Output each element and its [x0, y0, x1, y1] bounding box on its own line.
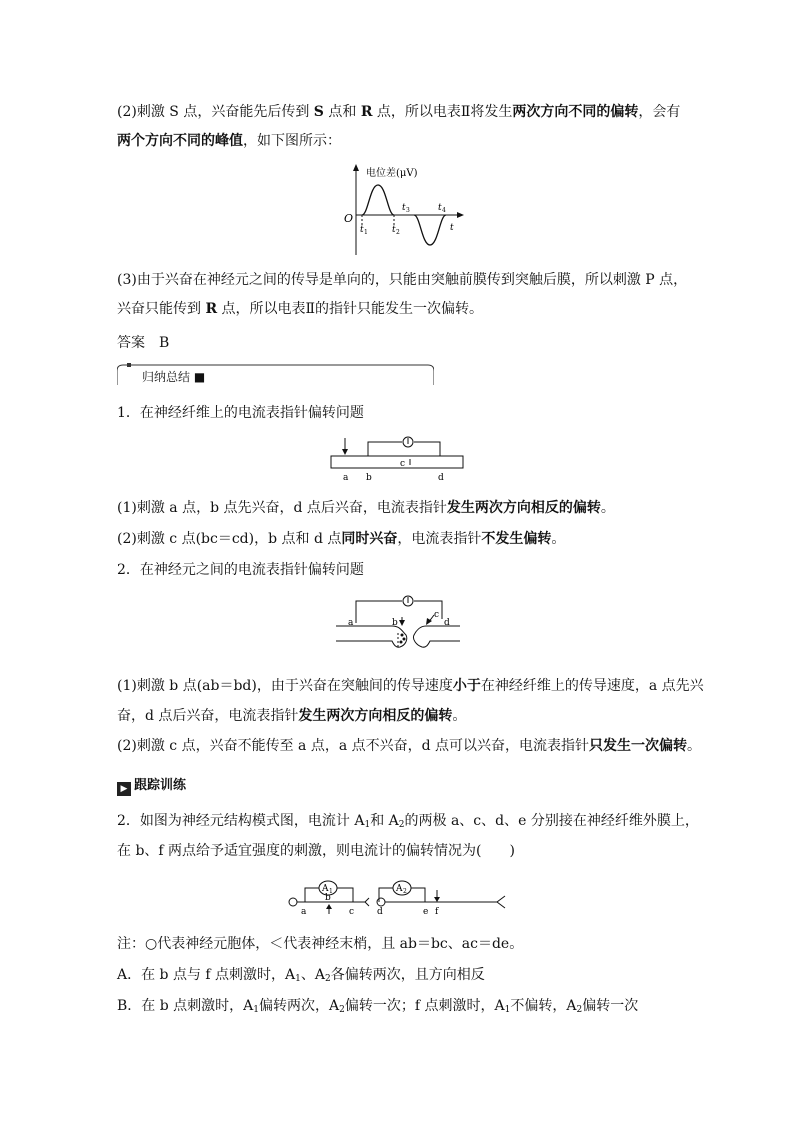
fig3-label-c: c	[349, 907, 355, 916]
paragraph-s-stimulus-line1: (2)刺激 S 点，兴奋能先后传到 S 点和 R 点，所以电表Ⅱ将发生两次方向不同的偏转，会有	[117, 104, 681, 120]
fig3-label-d: d	[377, 907, 383, 916]
graph-t-axis: t	[450, 223, 454, 233]
figure-note: 注：○代表神经元胞体，＜代表神经末梢，且 ab＝bc、ac＝de。	[117, 936, 524, 952]
graph-t3-sub: 3	[406, 207, 410, 214]
fig3-label-A2-sub: 2	[403, 888, 407, 895]
fig3-label-b: b	[325, 893, 331, 903]
paragraph-p-stimulus-line2: 兴奋只能传到 R 点，所以电表Ⅱ的指针只能发生一次偏转。	[117, 301, 484, 317]
fig3-label-a: a	[301, 907, 307, 916]
neuron-model-figure	[287, 874, 515, 916]
graph-t1-sub: 1	[364, 229, 368, 236]
summary-title: 归纳总结 ■	[138, 368, 209, 385]
graph-t4-sub: 4	[442, 207, 446, 214]
fig1-label-a: a	[343, 473, 349, 483]
answer: 答案 B	[117, 335, 170, 351]
fig3-label-e: e	[423, 907, 429, 916]
synapse-point1-line2: 奋，d 点后兴奋，电流表指针发生两次方向相反的偏转。	[117, 708, 467, 724]
paragraph-s-stimulus-line2: 两个方向不同的峰值，如下图所示：	[117, 133, 341, 149]
play-icon: ▶	[117, 782, 131, 796]
synapse-point1-line1: (1)刺激 b 点(ab＝bd)，由于兴奋在突触间的传导速度小于在神经纤维上的传导速度，a 点先兴	[117, 678, 704, 694]
heading-fiber: 1．在神经纤维上的电流表指针偏转问题	[117, 405, 364, 421]
fig1-label-d: d	[438, 473, 444, 483]
fig3-label-A1: A	[322, 884, 329, 894]
follow-training-header: ▶ 跟踪训练	[117, 774, 186, 796]
graph-t1: t	[360, 225, 364, 235]
fiber-point2: (2)刺激 c 点(bc＝cd)，b 点和 d 点同时兴奋，电流表指针不发生偏转。	[117, 531, 566, 547]
graph-t2: t	[392, 225, 396, 235]
fig3-label-A1-sub: 1	[329, 888, 333, 895]
option-a: A．在 b 点与 f 点刺激时，$A_1$、$A_2$各偏转两次，且方向相反	[117, 967, 485, 984]
heading-synapse: 2．在神经元之间的电流表指针偏转问题	[117, 562, 364, 578]
graph-t2-sub: 2	[396, 229, 400, 236]
synapse-point2: (2)刺激 c 点，兴奋不能传至 a 点，a 点不兴奋，d 点可以兴奋，电流表指针只发生一次偏转。	[117, 738, 702, 754]
fig3-label-f: f	[435, 907, 439, 916]
option-b: B．在 b 点刺激时，$A_1$偏转两次，$A_2$偏转一次；f 点刺激时，$A_1$不偏转，$A_2$偏转一次	[117, 998, 639, 1015]
fiber-point1: (1)刺激 a 点，b 点先兴奋，d 点后兴奋，电流表指针发生两次方向相反的偏转。	[117, 500, 615, 516]
fig2-label-c: c	[434, 610, 440, 620]
fig2-label-b: b	[392, 618, 398, 628]
graph-t4: t	[438, 203, 442, 213]
fiber-ammeter-figure	[330, 436, 466, 484]
graph-t3: t	[402, 203, 406, 213]
fig3-label-A2: A	[396, 884, 403, 894]
question2-line2: 在 b、f 两点给予适宜强度的刺激，则电流计的偏转情况为( )	[117, 843, 515, 859]
fig1-label-c: c	[400, 459, 406, 469]
fig2-label-d: d	[444, 618, 450, 628]
graph-ylabel: 电位差(μV)	[366, 168, 418, 179]
fig2-label-a: a	[348, 618, 354, 628]
graph-origin: O	[344, 212, 354, 225]
paragraph-p-stimulus-line1: (3)由于兴奋在神经元之间的传导是单向的，只能由突触前膜传到突触后膜，所以刺激 P 点，	[117, 272, 688, 288]
question2-line1: 2．如图为神经元结构模式图，电流计 $A_1$和 $A_2$的两极 a、c、d、e 分别接在神经纤维外膜上，	[117, 813, 699, 830]
synapse-ammeter-figure	[336, 593, 460, 659]
fig1-label-b: b	[366, 473, 372, 483]
potential-difference-graph	[340, 160, 470, 260]
